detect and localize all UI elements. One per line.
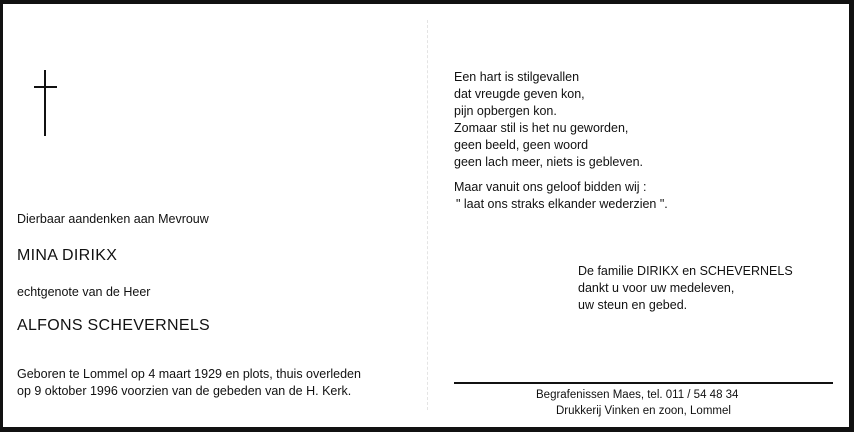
thanks-line: dankt u voor uw medeleven, bbox=[578, 281, 735, 295]
poem-line: pijn opbergen kon. bbox=[454, 104, 557, 118]
poem-line: Zomaar stil is het nu geworden, bbox=[454, 121, 629, 135]
bio-line-2: op 9 oktober 1996 voorzien van de gebeden van de H. Kerk. bbox=[17, 384, 352, 398]
poem-line: dat vreugde geven kon, bbox=[454, 87, 585, 101]
faith-line: Maar vanuit ons geloof bidden wij : bbox=[454, 180, 647, 194]
faith-verse bbox=[454, 179, 668, 213]
poem-line: Een hart is stilgevallen bbox=[454, 70, 580, 84]
poem-line: geen beeld, geen woord bbox=[454, 138, 589, 152]
cross-horizontal-bar bbox=[34, 86, 57, 88]
cross-vertical-bar bbox=[44, 70, 46, 136]
bio-line-1: Geboren te Lommel op 4 maart 1929 en plots, thuis overleden bbox=[17, 367, 361, 381]
spouse-intro-text: echtgenote van de Heer bbox=[17, 285, 151, 299]
family-thanks bbox=[578, 263, 793, 314]
funeral-home-text: Begrafenissen Maes, tel. 011 / 54 48 34 bbox=[536, 389, 739, 401]
poem-line: geen lach meer, niets is gebleven. bbox=[454, 155, 644, 169]
deceased-name: MINA DIRIKX bbox=[17, 247, 118, 264]
faith-line: " laat ons straks elkander wederzien ". bbox=[456, 197, 668, 211]
printer-text: Drukkerij Vinken en zoon, Lommel bbox=[556, 405, 731, 417]
thanks-line: uw steun en gebed. bbox=[578, 298, 688, 312]
thanks-line: De familie DIRIKX en SCHEVERNELS bbox=[578, 264, 793, 278]
poem bbox=[454, 69, 643, 171]
in-memory-text: Dierbaar aandenken aan Mevrouw bbox=[17, 212, 209, 226]
divider-line bbox=[454, 382, 833, 384]
fold-line bbox=[427, 20, 428, 410]
spouse-name: ALFONS SCHEVERNELS bbox=[17, 317, 211, 334]
